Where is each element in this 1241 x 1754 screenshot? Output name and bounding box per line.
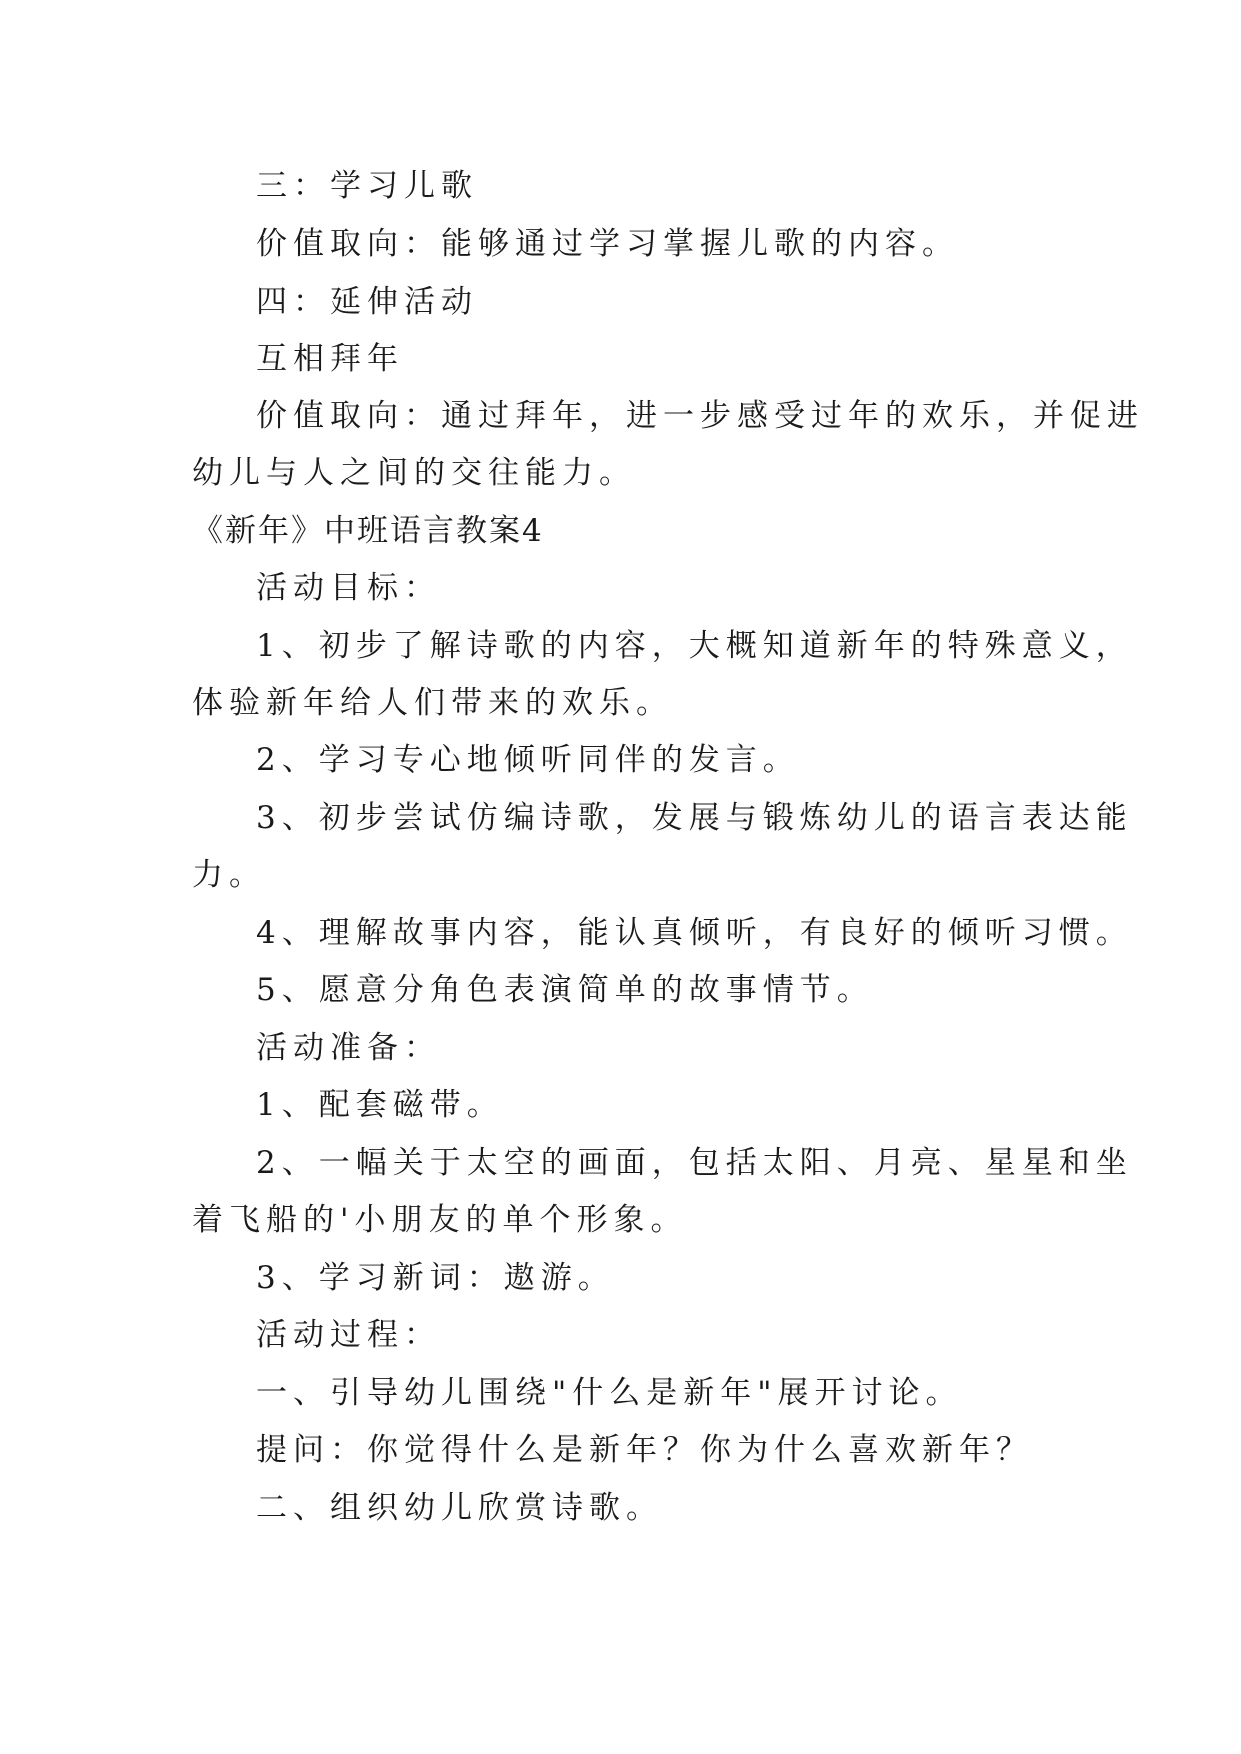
paragraph-line: 互相拜年 — [256, 341, 404, 377]
section-heading-process: 活动过程： — [256, 1317, 441, 1353]
paragraph-line: 一、引导幼儿围绕"什么是新年"展开讨论。 — [256, 1375, 963, 1411]
section-heading-preparation: 活动准备： — [256, 1030, 441, 1066]
paragraph-line: 价值取向：能够通过学习掌握儿歌的内容。 — [256, 226, 959, 262]
paragraph-line: 3、初步尝试仿编诗歌，发展与锻炼幼儿的语言表达能 — [256, 800, 1133, 836]
paragraph-line: 体验新年给人们带来的欢乐。 — [192, 685, 673, 721]
paragraph-line: 着飞船的'小朋友的单个形象。 — [192, 1202, 688, 1238]
paragraph-line: 力。 — [192, 857, 266, 893]
section-heading-learn-song: 三：学习儿歌 — [256, 168, 478, 204]
paragraph-line: 价值取向：通过拜年，进一步感受过年的欢乐，并促进 — [256, 398, 1144, 434]
section-heading-extension: 四：延伸活动 — [256, 284, 478, 320]
paragraph-line: 提问：你觉得什么是新年？你为什么喜欢新年？ — [256, 1432, 1033, 1468]
paragraph-line: 二、组织幼儿欣赏诗歌。 — [256, 1490, 663, 1526]
paragraph-line: 3、学习新词：遨游。 — [256, 1260, 615, 1296]
paragraph-line: 2、一幅关于太空的画面，包括太阳、月亮、星星和坐 — [256, 1145, 1133, 1181]
paragraph-line: 幼儿与人之间的交往能力。 — [192, 455, 636, 491]
paragraph-line: 1、初步了解诗歌的内容，大概知道新年的特殊意义， — [256, 628, 1133, 664]
paragraph-line: 2、学习专心地倾听同伴的发言。 — [256, 742, 800, 778]
document-title: 《新年》中班语言教案4 — [192, 513, 544, 549]
paragraph-line: 5、愿意分角色表演简单的故事情节。 — [256, 972, 874, 1008]
paragraph-line: 1、配套磁带。 — [256, 1087, 504, 1123]
paragraph-line: 4、理解故事内容，能认真倾听，有良好的倾听习惯。 — [256, 915, 1133, 951]
section-heading-goals: 活动目标： — [256, 570, 441, 606]
